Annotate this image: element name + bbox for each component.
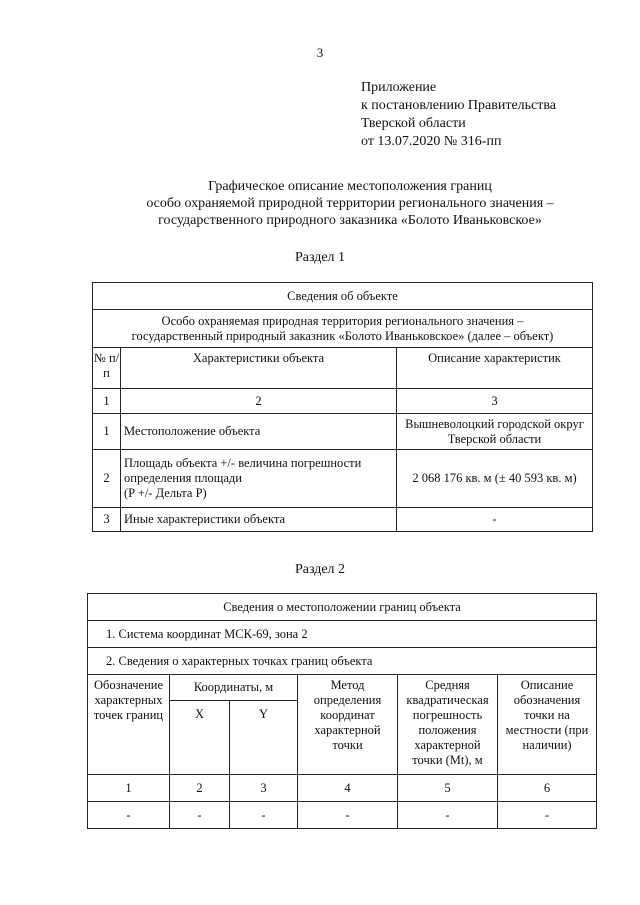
appendix-line: Тверской области (361, 116, 466, 131)
column-header-characteristics: Характеристики объекта (121, 348, 397, 389)
document-title-line: особо охраняемой природной территории регионального значения – (146, 196, 554, 211)
column-header-num: № п/п (93, 348, 121, 389)
column-header-marking: Описание обозначения точки на местности (при наличии) (498, 675, 597, 775)
characteristic-name-line: (P +/- Дельта P) (124, 486, 207, 500)
appendix-line: от 13.07.2020 № 316-пп (361, 134, 502, 149)
boundary-header: Сведения о местоположении границ объекта (88, 594, 597, 621)
section2-title: Раздел 2 (294, 562, 346, 577)
object-info-header: Сведения об объекте (93, 283, 593, 310)
object-name-line: Особо охраняемая природная территория регионального значения – (161, 313, 524, 328)
data-cell: - (170, 802, 230, 829)
characteristic-name (121, 450, 397, 508)
row-number: 1 (93, 414, 121, 450)
column-header-coordinates: Координаты, м (170, 675, 298, 701)
points-info: 2. Сведения о характерных точках границ объекта (88, 648, 597, 675)
boundary-table (87, 593, 597, 829)
column-header-x: X (170, 701, 230, 775)
index-cell: 5 (398, 775, 498, 802)
data-cell: - (230, 802, 298, 829)
index-cell: 6 (498, 775, 597, 802)
index-cell: 2 (170, 775, 230, 802)
characteristic-name-line: Площадь объекта +/- величина погрешности определения площади (124, 456, 362, 485)
object-name-line: государственный природный заказник «Болото Иваньковское» (далее – объект) (131, 328, 554, 343)
characteristic-value: - (397, 508, 593, 532)
coordinate-system: 1. Система координат МСК-69, зона 2 (88, 621, 597, 648)
appendix-block (361, 79, 556, 151)
index-cell: 2 (121, 389, 397, 414)
characteristic-name: Местоположение объекта (121, 414, 397, 450)
data-cell: - (498, 802, 597, 829)
document-title-line: Графическое описание местоположения границ (208, 179, 492, 194)
column-header-description: Описание характеристик (397, 348, 593, 389)
appendix-line: Приложение (361, 80, 437, 95)
index-cell: 1 (93, 389, 121, 414)
index-cell: 3 (230, 775, 298, 802)
index-cell: 3 (397, 389, 593, 414)
column-header-method: Метод определения координат характерной точки (298, 675, 398, 775)
column-header-designation: Обозначение характерных точек границ (88, 675, 170, 775)
object-info-table (92, 282, 593, 532)
characteristic-value: 2 068 176 кв. м (± 40 593 кв. м) (397, 450, 593, 508)
appendix-line: к постановлению Правительства (361, 98, 557, 113)
column-header-y: Y (230, 701, 298, 775)
data-cell: - (298, 802, 398, 829)
data-cell: - (398, 802, 498, 829)
index-cell: 1 (88, 775, 170, 802)
section1-title: Раздел 1 (294, 250, 346, 265)
characteristic-name: Иные характеристики объекта (121, 508, 397, 532)
object-name-cell (93, 310, 593, 348)
index-cell: 4 (298, 775, 398, 802)
data-cell: - (88, 802, 170, 829)
document-title (80, 178, 620, 229)
column-header-error: Средняя квадратическая погрешность положения характерной точки (Mt), м (398, 675, 498, 775)
page-number: 3 (316, 45, 324, 60)
characteristic-value: Вышневолоцкий городской округ Тверской области (397, 414, 593, 450)
row-number: 3 (93, 508, 121, 532)
row-number: 2 (93, 450, 121, 508)
document-title-line: государственного природного заказника «Болото Иваньковское» (158, 213, 542, 228)
